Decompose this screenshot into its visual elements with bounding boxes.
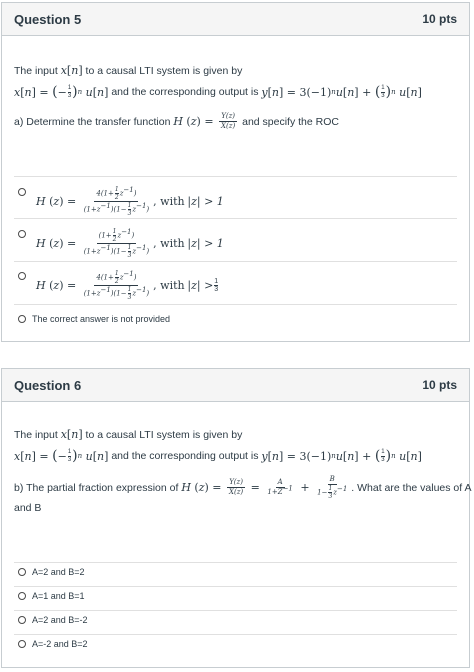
answer-option-1[interactable]: H ( z ) = 4(1+ $\frac{1}{2}$ z−1) (1+z−1)(1− $\frac{1}{3}$ z−1) , with |z| > 1 bbox=[18, 186, 224, 217]
divider bbox=[14, 304, 457, 305]
answer-option-3[interactable] bbox=[18, 615, 88, 625]
question-5-header bbox=[2, 3, 469, 36]
option-label: A=2 and B=2 bbox=[32, 567, 85, 577]
option-label: The correct answer is not provided bbox=[32, 314, 171, 324]
question-points: 10 pts bbox=[422, 378, 457, 392]
q6-intro-line: The input x [ n ] to a causal LTI system is given by bbox=[14, 428, 243, 441]
radio-button[interactable] bbox=[18, 188, 26, 196]
roc-text: and specify the ROC bbox=[242, 115, 339, 128]
answer-option-4[interactable] bbox=[18, 639, 88, 649]
divider bbox=[14, 261, 457, 262]
radio-button[interactable] bbox=[18, 616, 26, 624]
radio-button[interactable] bbox=[18, 315, 26, 323]
question-6-card bbox=[1, 368, 470, 668]
option-label: A=-2 and B=2 bbox=[32, 639, 88, 649]
answer-option-2[interactable]: H ( z ) = (1+ $\frac{1}{2}$ z−1) (1+z−1)(1− $\frac{1}{3}$ z−1) , with |z| > 1 bbox=[18, 228, 224, 259]
question-6-header bbox=[2, 369, 469, 402]
with-text: , with bbox=[153, 279, 185, 292]
input-signal: x bbox=[60, 64, 67, 77]
q5-equation-line: x [ n ] = ( − $\frac{1}{3}$ ) n u [ n ] and the corresponding output is y [ n ] = 3(−1) n u [ n ] + ( 1 3 ) n u [ n ] bbox=[14, 84, 422, 100]
with-text: , with bbox=[153, 195, 185, 208]
radio-button[interactable] bbox=[18, 568, 26, 576]
answer-option-1[interactable] bbox=[18, 567, 85, 577]
q6-equation-line: x [ n ] = ( − $\frac{1}{3}$ ) n u [ n ] and the corresponding output is y [ n ] = 3(−1) n u [ n ] + ( 1 3 ) n u [ n ] bbox=[14, 448, 422, 464]
option-label: A=1 and B=1 bbox=[32, 591, 85, 601]
with-text: , with bbox=[153, 237, 185, 250]
q5-intro-line: The input x [ n ] to a causal LTI system is given by bbox=[14, 64, 243, 77]
divider bbox=[14, 634, 457, 635]
radio-button[interactable] bbox=[18, 230, 26, 238]
radio-button[interactable] bbox=[18, 272, 26, 280]
question-text: . What are the values of A bbox=[351, 481, 472, 494]
output-text: and the corresponding output is bbox=[111, 450, 259, 462]
question-points: 10 pts bbox=[422, 12, 457, 26]
divider bbox=[14, 610, 457, 611]
q5-part-a-line: a) Determine the transfer function H ( z ) = $\frac{Y(z)}{X(z)}$ and specify the ROC bbox=[14, 112, 339, 130]
and-b-text: and B bbox=[14, 502, 42, 514]
q6-part-b-line: b) The partial fraction expression of H ( z ) = $\frac{Y(z)}{X(z)}$ = $\frac{A}{1+Z-1}$ + B 1− $\frac{1}{3}$ z−1 . What are the values of A bbox=[14, 475, 472, 500]
radio-button[interactable] bbox=[18, 640, 26, 648]
option-label: A=2 and B=-2 bbox=[32, 615, 88, 625]
roc-value: |z| > 1 bbox=[187, 237, 224, 250]
divider bbox=[14, 176, 457, 177]
answer-option-3[interactable]: H ( z ) = 4(1+ $\frac{1}{2}$ z−1) (1+z−1)(1− $\frac{1}{3}$ z−1) , with |z| > 1 3 bbox=[18, 270, 219, 301]
question-title: Question 6 bbox=[14, 377, 82, 393]
divider bbox=[14, 218, 457, 219]
part-a-text: a) Determine the transfer function bbox=[14, 115, 171, 128]
answer-option-4[interactable] bbox=[18, 314, 170, 324]
part-b-text: b) The partial fraction expression of bbox=[14, 481, 179, 494]
divider bbox=[14, 586, 457, 587]
divider bbox=[14, 562, 457, 563]
intro-text-2: to a causal LTI system is given by bbox=[85, 64, 243, 77]
question-title: Question 5 bbox=[14, 11, 82, 27]
intro-text-2: to a causal LTI system is given by bbox=[85, 428, 243, 441]
question-5-card bbox=[1, 2, 470, 342]
intro-text: The input bbox=[14, 64, 58, 77]
roc-value: |z| > 1 bbox=[187, 195, 224, 208]
intro-text: The input bbox=[14, 428, 58, 441]
q6-and-b-line bbox=[14, 502, 41, 514]
output-text: and the corresponding output is bbox=[111, 86, 259, 98]
radio-button[interactable] bbox=[18, 592, 26, 600]
answer-option-2[interactable] bbox=[18, 591, 85, 601]
